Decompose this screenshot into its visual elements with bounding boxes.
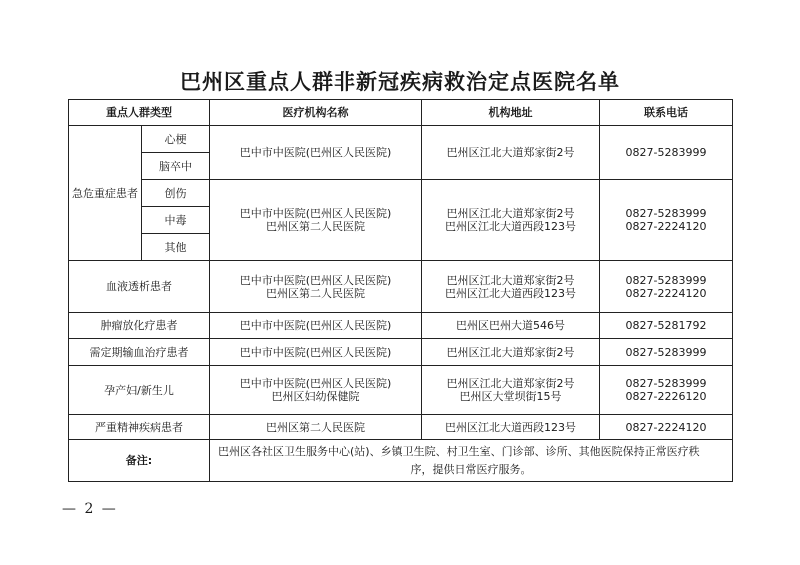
remarks-label: 备注: xyxy=(69,440,210,482)
group-label: 急危重症患者 xyxy=(72,186,138,200)
phone-line: 0827-5283999 xyxy=(625,273,707,287)
group-maternal: 孕产妇/新生儿 xyxy=(69,366,210,415)
address-cell: 巴州区江北大道郑家街2号 xyxy=(422,126,600,180)
group-mental: 严重精神疾病患者 xyxy=(69,415,210,440)
address-line: 巴州区江北大道西段123号 xyxy=(445,286,576,300)
subtype-cell: 中毒 xyxy=(142,207,210,234)
institution-line: 巴中市中医院(巴州区人民医院) xyxy=(239,207,392,220)
remarks-text xyxy=(210,440,733,482)
subtype-cell: 创伤 xyxy=(142,180,210,207)
institution-line: 巴州区第二人民医院 xyxy=(266,220,365,233)
phone-cell xyxy=(600,366,733,415)
phone-line: 0827-2226120 xyxy=(625,390,707,403)
institution-line: 巴州区第二人民医院 xyxy=(266,286,365,300)
header-phone: 联系电话 xyxy=(600,100,733,126)
phone-line: 0827-5283999 xyxy=(625,207,707,220)
institution-cell: 巴中市中医院(巴州区人民医院) xyxy=(210,126,422,180)
phone-cell: 0827-5283999 xyxy=(600,126,733,180)
group-transfusion: 需定期输血治疗患者 xyxy=(69,339,210,366)
institution-cell: 巴州区第二人民医院 xyxy=(210,415,422,440)
table-row xyxy=(69,180,733,207)
page-number: — 2 — xyxy=(62,501,118,517)
group-emergency xyxy=(69,126,142,261)
table-row xyxy=(69,126,733,153)
phone-line: 0827-2224120 xyxy=(625,286,707,300)
address-cell xyxy=(422,180,600,261)
table-row xyxy=(69,440,733,482)
table-row xyxy=(69,366,733,415)
institution-cell xyxy=(210,366,422,415)
address-line: 巴州区大堂坝街15号 xyxy=(459,390,562,403)
group-chemo: 肿瘤放化疗患者 xyxy=(69,313,210,339)
table-row xyxy=(69,261,733,313)
address-line: 巴州区江北大道郑家街2号 xyxy=(446,273,575,287)
phone-cell xyxy=(600,180,733,261)
remarks-line: 巴州区各社区卫生服务中心(站)、乡镇卫生院、村卫生室、门诊部、诊所、其他医院保持正常医疗秩 xyxy=(218,444,700,458)
phone-cell xyxy=(600,261,733,313)
phone-cell: 0827-5281792 xyxy=(600,313,733,339)
address-cell: 巴州区江北大道郑家街2号 xyxy=(422,339,600,366)
subtype-cell: 脑卒中 xyxy=(142,153,210,180)
table-row xyxy=(69,313,733,339)
subtype-cell: 心梗 xyxy=(142,126,210,153)
institution-cell xyxy=(210,180,422,261)
address-cell: 巴州区江北大道西段123号 xyxy=(422,415,600,440)
header-group: 重点人群类型 xyxy=(69,100,210,126)
table-row xyxy=(69,339,733,366)
table-row xyxy=(69,415,733,440)
address-line: 巴州区江北大道西段123号 xyxy=(445,220,576,233)
phone-line: 0827-2224120 xyxy=(625,220,707,233)
group-dialysis: 血液透析患者 xyxy=(69,261,210,313)
hospital-table xyxy=(68,99,733,482)
institution-line: 巴中市中医院(巴州区人民医院) xyxy=(239,273,392,287)
address-cell xyxy=(422,261,600,313)
institution-cell xyxy=(210,261,422,313)
remarks-line: 序，提供日常医疗服务。 xyxy=(410,462,532,476)
header-address: 机构地址 xyxy=(422,100,600,126)
address-line: 巴州区江北大道郑家街2号 xyxy=(446,207,575,220)
address-cell: 巴州区巴州大道546号 xyxy=(422,313,600,339)
institution-line: 巴中市中医院(巴州区人民医院) xyxy=(239,377,392,390)
institution-cell: 巴中市中医院(巴州区人民医院) xyxy=(210,339,422,366)
header-institution: 医疗机构名称 xyxy=(210,100,422,126)
table-header-row xyxy=(69,100,733,126)
address-line: 巴州区江北大道郑家街2号 xyxy=(446,377,575,390)
phone-line: 0827-5283999 xyxy=(625,377,707,390)
subtype-cell: 其他 xyxy=(142,234,210,261)
institution-cell: 巴中市中医院(巴州区人民医院) xyxy=(210,313,422,339)
institution-line: 巴州区妇幼保健院 xyxy=(271,390,360,403)
phone-cell: 0827-5283999 xyxy=(600,339,733,366)
phone-cell: 0827-2224120 xyxy=(600,415,733,440)
address-cell xyxy=(422,366,600,415)
document-title: 巴州区重点人群非新冠疾病救治定点医院名单 xyxy=(180,69,620,94)
